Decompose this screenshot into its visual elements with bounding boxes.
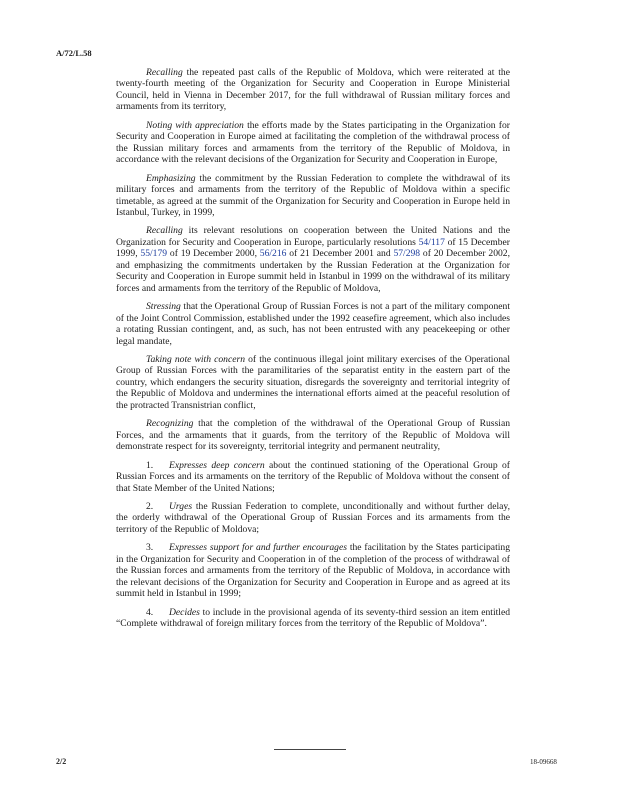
operative-lead: Urges [169,500,193,512]
preamble-text: that the Operational Group of Russian Forces is not a part of the military component of the Joint Control Commission, established under the 1992 ceasefire agreement, which also includes a rotating Russian contingent, and, as such, has not been entrusted with any peacekeeping or other legal mandate, [116,301,510,347]
operative-text: the Russian Federation to complete, unconditionally and without further delay, the orderly withdrawal of the Operational Group of Russian Forces and its armaments from the territory of the Republic of Moldova; [116,500,510,535]
operative-lead: Expresses support for and further encourages [169,542,347,554]
preamble-text: the repeated past calls of the Republic of Moldova, which were reiterated at the twenty-fourth meeting of the Organization for Security and Cooperation in Europe Ministerial Council, held in Vienna in December 2017, for the full withdrawal of Russian military forces and armaments from its territory, [116,67,510,113]
operative-lead: Expresses deep concern [169,459,265,471]
resolution-link[interactable]: 56/216 [259,248,287,260]
operative-text: about the continued stationing of the Operational Group of Russian Forces and its armaments on the territory of the Republic of Moldova without the consent of that State Member of the United Nations; [116,459,510,494]
paragraph-number: 1. [146,459,154,471]
preamble-lead: Stressing [146,301,181,313]
paragraph-number: 2. [146,500,154,512]
preamble-text: of 20 December 2002, and emphasizing the commitments undertaken by the Russian Federation at the Organization for Security and Cooperation in Europe summit held in Istanbul in 1999 on the withdrawal of its military forces and armaments from the territory of the Republic of Moldova, [116,248,510,294]
operative-text: to include in the provisional agenda of its seventy-third session an item entitled “Complete withdrawal of foreign military forces from the territory of the Republic of Moldova”. [116,606,510,630]
preamble-text: of 15 December 1999, [116,236,510,260]
preamble-paragraph [116,301,510,347]
preamble-text: the efforts made by the States participating in the Organization for Security and Cooperation in Europe aimed at facilitating the completion of the withdrawal process of the Russian military forces and armaments from the territory of the Republic of Moldova, in accordance with the relevant decisions of the Organization for Security and Cooperation in Europe, [116,119,510,166]
preamble-lead: Recalling [146,225,183,237]
operative-paragraph [116,542,510,599]
resolution-link[interactable]: 57/298 [393,248,421,260]
operative-text: the facilitation by the States participating in the Organization for Security and Cooperation in of the completion of the process of withdrawal of the Russian forces and armaments from the territory of the Republic of Moldova, in accordance with the relevant decisions of the Organization for Security and Cooperation in Europe and as agreed at its summit held in Istanbul in 1999; [116,542,510,600]
preamble-lead: Recalling [146,67,183,78]
preamble-paragraph [116,173,510,219]
preamble-text: of the continuous illegal joint military exercises of the Operational Group of Russian Forces with the paramilitaries of the separatist entity in the eastern part of the country, which endangers the security situation, disregards the sovereignty and territorial integrity of the Republic of Moldova and undermines the international efforts aimed at the peaceful resolution of the protracted Transnistrian conflict, [116,353,510,411]
preamble-paragraph [116,67,510,113]
preamble-text: that the completion of the withdrawal of the Operational Group of Russian Forces, and the armaments that it guards, from the territory of the Republic of Moldova will demonstrate respect for its sovereignty, territorial integrity and permanent neutrality, [116,418,510,453]
preamble-paragraph [116,418,510,452]
paragraph-number: 4. [146,606,154,618]
operative-lead: Decides [169,606,200,618]
document-symbol: A/72/L.58 [56,48,92,58]
preamble-text: the commitment by the Russian Federation to complete the withdrawal of its military forces and armaments from the territory of the Republic of Moldova within a specific timetable, as agreed at the summit of the Organization for Security and Cooperation in Europe held in Istanbul, Turkey, in 1999, [116,172,510,218]
resolution-link[interactable]: 55/179 [140,248,168,260]
preamble-paragraph [116,354,510,411]
operative-paragraph [116,607,510,630]
operative-paragraph [116,460,510,494]
footer-divider [274,749,346,750]
resolution-link[interactable]: 54/117 [418,236,445,248]
preamble-lead: Noting with appreciation [146,119,244,131]
preamble-text: its relevant resolutions on cooperation between the United Nations and the Organization for Security and Cooperation in Europe, particularly resolutions [116,225,510,248]
job-number: 18-09668 [530,758,557,766]
paragraph-number: 3. [146,542,154,554]
preamble-lead: Emphasizing [146,172,196,184]
page-number: 2/2 [56,757,67,766]
preamble-lead: Recognizing [146,418,194,430]
preamble-text: of 21 December 2001 and [286,248,394,260]
preamble-text: of 19 December 2000, [167,248,260,260]
preamble-lead: Taking note with concern [146,353,246,365]
preamble-paragraph [116,225,510,294]
preamble-paragraph [116,120,510,166]
operative-paragraph [116,501,510,535]
resolution-body [116,67,510,636]
